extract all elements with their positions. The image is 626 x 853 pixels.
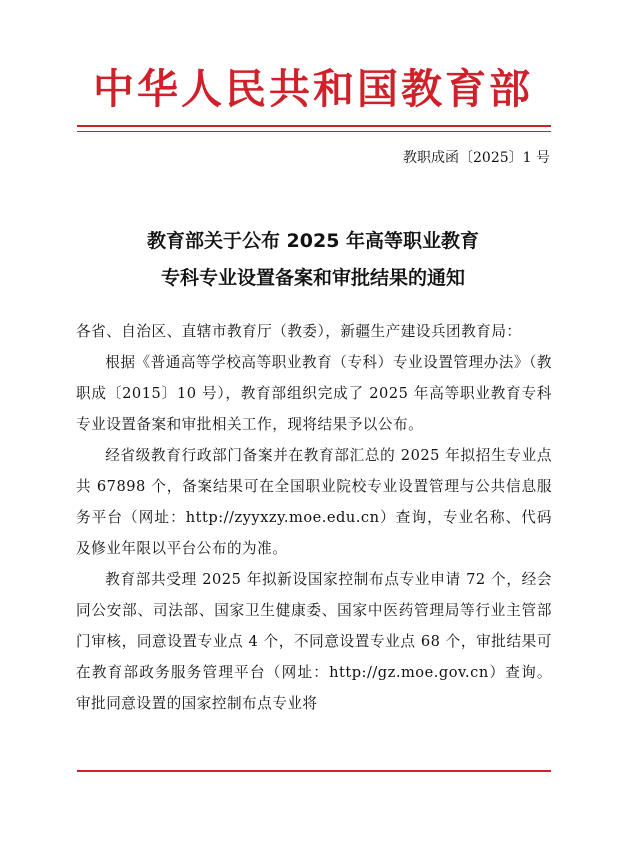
header-red-rule-thin	[77, 131, 551, 132]
issuer-title: 中华人民共和国教育部	[93, 65, 533, 113]
notice-body	[76, 316, 552, 719]
body-paragraph-2: 经省级教育行政部门备案并在教育部汇总的 2025 年拟招生专业点共 67898 个，备案结果可在全国职业院校专业设置管理与公共信息服务平台（网址：http://zyyxzy.moe.edu.cn）查询，专业名称、代码及修业年限以平台公布的为准。	[76, 447, 552, 557]
document-number: 教职成函〔2025〕1 号	[403, 150, 550, 166]
notice-title-line-1: 教育部关于公布 2025 年高等职业教育	[146, 230, 480, 252]
salutation: 各省、自治区、直辖市教育厅（教委），新疆生产建设兵团教育局：	[76, 323, 522, 340]
footer-red-rule	[77, 770, 551, 772]
body-paragraph-1: 根据《普通高等学校高等职业教育（专科）专业设置管理办法》（教职成〔2015〕10 号），教育部组织完成了 2025 年高等职业教育专科专业设置备案和审批相关工作，现将结果予以公布。	[76, 354, 552, 433]
header-red-rule	[77, 125, 551, 127]
body-paragraph-3: 教育部共受理 2025 年拟新设国家控制布点专业申请 72 个，经会同公安部、司法部、国家卫生健康委、国家中医药管理局等行业主管部门审核，同意设置专业点 4 个，不同意设置专业点 68 个，审批结果可在教育部政务服务管理平台（网址：http://gz.moe.gov.cn）查询。审批同意设置的国家控制布点专业将	[76, 571, 552, 712]
notice-title-line-2: 专科专业设置备案和审批结果的通知	[160, 267, 465, 289]
